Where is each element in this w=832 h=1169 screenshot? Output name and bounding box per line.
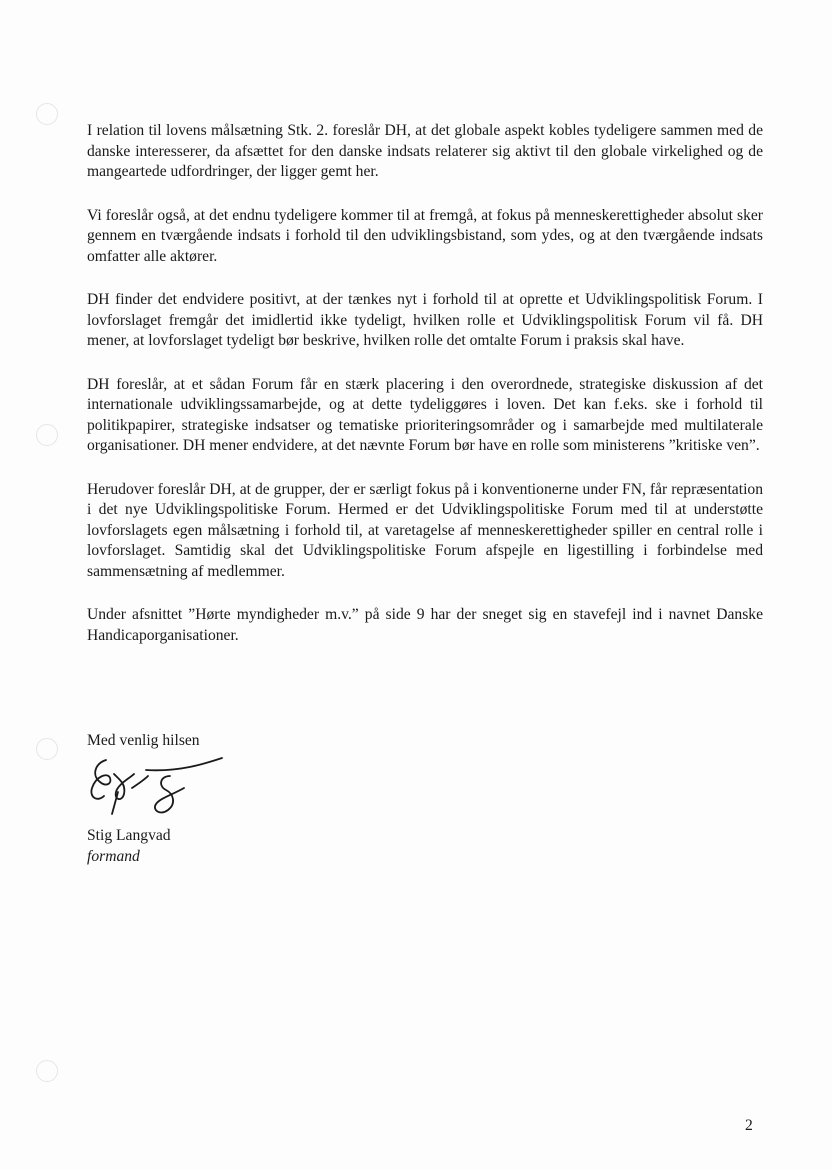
signer-title: formand bbox=[87, 847, 140, 865]
paragraph-global-aspect: I relation til lovens målsætning Stk. 2. foreslår DH, at det globale aspekt kobles tydeligere sammen med de danske interesserer, da afsættet for den danske indsats relaterer sig aktivt til den globale virkelighed og de mangeartede udfordringer, der ligger gemt her. bbox=[87, 122, 763, 180]
signer-block bbox=[87, 826, 171, 867]
letter-body bbox=[87, 121, 763, 669]
paragraph-spelling-error: Under afsnittet ”Hørte myndigheder m.v.” på side 9 har der sneget sig en stavefejl ind i navnet Danske Handicaporganisationer. bbox=[87, 606, 763, 644]
punch-hole-mark bbox=[36, 1060, 58, 1082]
paragraph-forum-representation: Herudover foreslår DH, at de grupper, der er særligt fokus på i konventionerne under FN, får repræsentation i det nye Udviklingspolitiske Forum. Hermed er det Udviklingspolitiske Forum med til at understøtte lovforslagets egen målsætning i forhold til, at varetagelse af menneskerettigheder spiller en central rolle i lovforslaget. Samtidig skal det Udviklingspolitiske Forum afspejle en ligestilling i forbindelse med sammensætning af medlemmer. bbox=[87, 480, 763, 580]
paragraph-human-rights: Vi foreslår også, at det endnu tydeligere kommer til at fremgå, at fokus på menneskerettigheder absolut sker gennem en tværgående indsats i forhold til den udviklingsbistand, som ydes, og at den tværgående indsats omfatter alle aktører. bbox=[87, 206, 763, 265]
paragraph-forum-placement: DH foreslår, at et sådan Forum får en stærk placering i den overordnede, strategiske diskussion af det internationale udviklingssamarbejde, og at dette tydeliggøres i loven. Det kan f.eks. ske i forhold til politikpapirer, strategiske indsatser og tematiske prioriteringsområder og i samarbejde med multilaterale organisationer. DH mener endvidere, at det nævnte Forum bør have en rolle som ministerens ”kritiske ven”. bbox=[87, 375, 763, 454]
page-number: 2 bbox=[745, 1117, 753, 1134]
closing-salutation: Med venlig hilsen bbox=[87, 732, 200, 749]
paragraph-forum-role: DH finder det endvidere positivt, at der tænkes nyt i forhold til at oprette et Udviklingspolitisk Forum. I lovforslaget fremgår det imidlertid ikke tydeligt, hvilken rolle et Udviklingspolitisk Forum vil få. DH mener, at lovforslaget tydeligt bør beskrive, hvilken rolle det omtalte Forum i praksis skal have. bbox=[87, 291, 763, 349]
signer-name: Stig Langvad bbox=[87, 827, 171, 844]
signature-image bbox=[84, 754, 229, 826]
punch-hole-mark bbox=[36, 424, 58, 446]
punch-hole-mark bbox=[36, 103, 58, 125]
punch-hole-mark bbox=[36, 738, 58, 760]
